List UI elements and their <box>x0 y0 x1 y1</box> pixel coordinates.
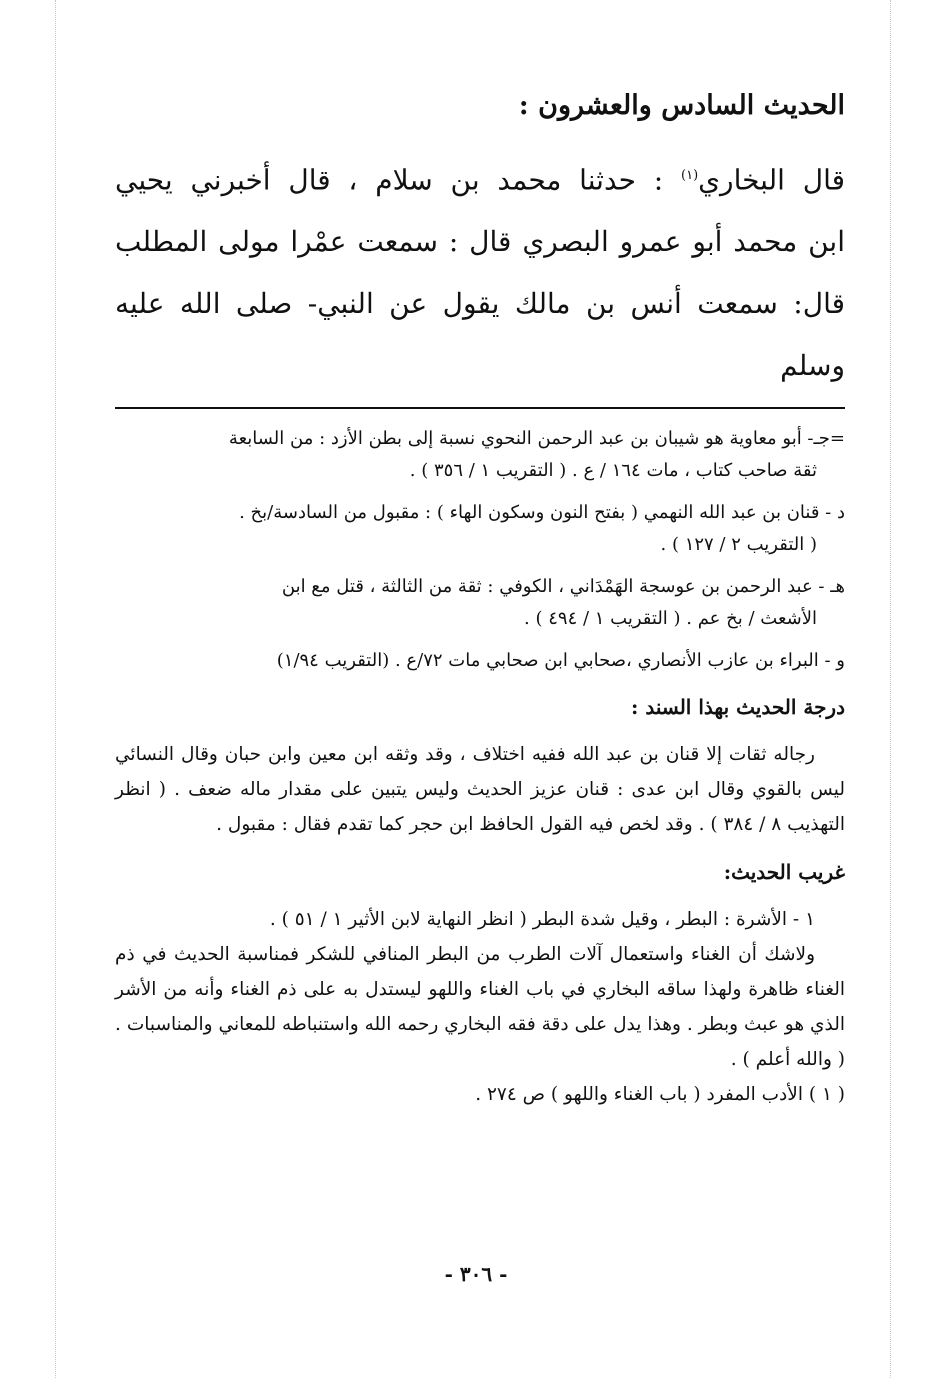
hadith-line-2: ابن محمد أبو عمرو البصري قال : سمعت عمْرا مولى المطلب <box>115 225 845 259</box>
note-line: ثقة صاحب كتاب ، مات ١٦٤ / ع . ( التقريب ١ / ٣٥٦ ) . <box>409 460 817 482</box>
hadith-line-3: قال: سمعت أنس بن مالك يقول عن النبي- صلى الله عليه وسلم <box>115 287 845 383</box>
note-line: الأشعث / بخ عم . ( التقريب ١ / ٤٩٤ ) . <box>524 608 817 630</box>
grade-line: ماله ضعف . ( انظر التهذيب ٨ / ٣٨٤ ) . وقد لخص فيه القول الحافظ ابن حجر <box>115 779 845 836</box>
page-number: - ٣٠٦ - <box>444 1262 508 1286</box>
gharib-line: في ذم الغناء ظاهرة ولهذا ساقه البخاري في باب الغناء واللهو ليستدل به على ذم الغناء <box>115 944 845 1001</box>
footnote-divider <box>115 407 845 409</box>
grade-paragraph <box>115 737 845 842</box>
source-footnote: ( ١ ) الأدب المفرد ( باب الغناء واللهو ) ص ٢٧٤ . <box>475 1084 845 1106</box>
gharib-line: واستنباطه للمعاني والمناسبات . ( والله أعلم ) . <box>115 1014 845 1071</box>
page-content <box>115 88 845 1112</box>
hadith-line-1-start: قال البخاري <box>698 163 845 197</box>
gharib-heading: غريب الحديث: <box>723 860 845 885</box>
gharib-paragraph <box>115 937 845 1077</box>
note-line: هـ - عبد الرحمن بن عوسجة الهَمْدَاني ، الكوفي : ثقة من الثالثة ، قتل مع ابن <box>281 576 845 598</box>
grade-line: رجاله ثقات إلا قنان بن عبد الله ففيه اختلاف ، وقد وثقه ابن معين وابن حبان <box>224 744 815 766</box>
narrator-note <box>115 423 845 487</box>
hadith-text <box>115 145 845 397</box>
footnote-marker: (١) <box>681 168 699 184</box>
narrator-note <box>115 497 845 561</box>
hadith-heading: الحديث السادس والعشرون : <box>518 90 845 121</box>
gharib-item: ١ - الأشرة : البطر ، وقيل شدة البطر ( انظر النهاية لابن الأثير ١ / ٥١ ) . <box>269 909 815 931</box>
note-line: د - قنان بن عبد الله النهمي ( بفتح النون وسكون الهاء ) : مقبول من السادسة/بخ . <box>239 502 845 524</box>
narrator-note <box>115 645 845 677</box>
gharib-line: وأنه من الأشر الذي هو عبث وبطر . وهذا يدل على دقة فقه البخاري رحمه الله <box>115 979 845 1036</box>
note-line: ( التقريب ٢ / ١٢٧ ) . <box>660 534 817 556</box>
hadith-line-1-end: : حدثنا محمد بن سلام ، قال أخبرني يحيي <box>115 163 664 197</box>
grade-line: وقال النسائي ليس بالقوي وقال ابن عدى : قنان عزيز الحديث وليس يتبين على مقدار <box>115 744 845 801</box>
gharib-line: ولاشك أن الغناء واستعمال آلات الطرب من البطر المنافي للشكر فمناسبة الحديث <box>174 944 815 966</box>
note-line: و - البراء بن عازب الأنصاري ،صحابي ابن صحابي مات ٧٢/ع . (التقريب ١/٩٤) <box>276 650 845 672</box>
scan-guide-line <box>890 0 891 1378</box>
scan-guide-line <box>55 0 56 1378</box>
hadith-line-1 <box>115 145 845 211</box>
note-line: =جـ- أبو معاوية هو شيبان بن عبد الرحمن النحوي نسبة إلى بطن الأزد : من السابعة <box>228 428 845 450</box>
grade-line: كما تقدم فقال : مقبول . <box>216 814 404 836</box>
grade-heading: درجة الحديث بهذا السند : <box>630 695 845 720</box>
narrator-note <box>115 571 845 635</box>
